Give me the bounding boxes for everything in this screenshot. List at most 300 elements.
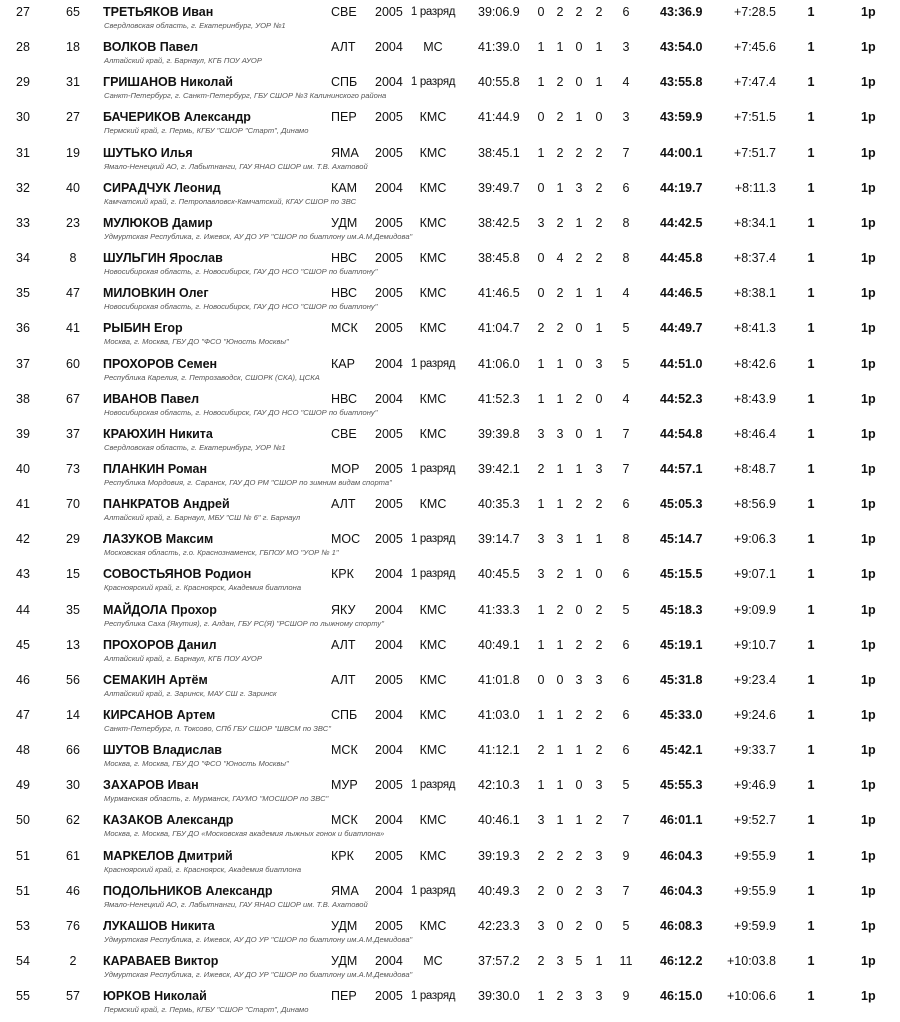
- athlete-name: ГРИШАНОВ Николай: [103, 75, 233, 90]
- shooting-4-cell: 1: [595, 532, 603, 547]
- region-cell: ЯМА: [331, 145, 359, 160]
- region-cell: КРК: [331, 567, 354, 582]
- bib-cell: 14: [66, 708, 80, 722]
- birth-year-cell: 2004: [375, 75, 403, 90]
- shooting-1-cell: 1: [537, 497, 545, 512]
- penalty-total-cell: 5: [622, 356, 630, 371]
- time-behind-cell: +7:45.6: [733, 40, 776, 55]
- birth-year-cell: 2004: [375, 40, 403, 55]
- coefficient-cell: 1: [807, 918, 815, 933]
- athlete-name: КИРСАНОВ Артем: [103, 708, 216, 722]
- shooting-4-cell: 2: [595, 708, 603, 722]
- shooting-3-cell: 0: [575, 75, 583, 90]
- category-cell: КМС: [419, 813, 447, 828]
- table-row: [0, 387, 900, 422]
- shooting-4-cell: 2: [595, 180, 603, 195]
- rank-cell: 1р: [861, 180, 876, 195]
- rank-cell: 1р: [861, 602, 876, 617]
- region-cell: СВЕ: [331, 5, 357, 19]
- penalty-total-cell: 6: [622, 672, 630, 687]
- athlete-name: КАРАВАЕВ Виктор: [103, 954, 219, 969]
- ski-time-cell: 39:30.0: [478, 989, 520, 1004]
- place-cell: 41: [16, 497, 30, 512]
- birth-year-cell: 2005: [375, 321, 403, 336]
- ski-time-cell: 39:06.9: [478, 5, 520, 19]
- shooting-2-cell: 2: [556, 145, 564, 160]
- birth-year-cell: 2005: [375, 215, 403, 230]
- table-row: [0, 141, 900, 176]
- category-cell: 1 разряд: [410, 990, 456, 1003]
- shooting-4-cell: 3: [595, 672, 603, 687]
- ski-time-cell: 41:44.9: [478, 110, 520, 125]
- shooting-3-cell: 0: [575, 602, 583, 617]
- time-behind-cell: +8:37.4: [733, 251, 776, 266]
- penalty-total-cell: 3: [622, 40, 630, 55]
- region-cell: АЛТ: [331, 672, 356, 687]
- rank-cell: 1р: [861, 145, 876, 160]
- shooting-1-cell: 0: [537, 251, 545, 266]
- coefficient-cell: 1: [807, 145, 815, 160]
- result-time-cell: 45:42.1: [660, 743, 703, 758]
- time-behind-cell: +7:47.4: [733, 75, 776, 90]
- athlete-name: ТРЕТЬЯКОВ Иван: [103, 5, 214, 19]
- category-cell: 1 разряд: [410, 76, 456, 89]
- shooting-1-cell: 3: [537, 567, 545, 582]
- shooting-1-cell: 1: [537, 75, 545, 90]
- athlete-affiliation: Москва, г. Москва, ГБУ ДО «Московская академия лыжных гонок и биатлона»: [104, 829, 385, 839]
- place-cell: 37: [16, 356, 30, 371]
- bib-cell: 65: [66, 5, 80, 19]
- rank-cell: 1р: [861, 286, 876, 301]
- result-time-cell: 44:52.3: [660, 391, 703, 406]
- region-cell: КАМ: [331, 180, 358, 195]
- shooting-2-cell: 1: [556, 778, 564, 793]
- place-cell: 42: [16, 532, 30, 547]
- coefficient-cell: 1: [807, 426, 815, 441]
- birth-year-cell: 2004: [375, 637, 403, 652]
- result-time-cell: 44:51.0: [660, 356, 703, 371]
- category-cell: КМС: [419, 215, 447, 230]
- coefficient-cell: 1: [807, 813, 815, 828]
- place-cell: 32: [16, 180, 30, 195]
- shooting-4-cell: 3: [595, 848, 603, 863]
- place-cell: 34: [16, 251, 30, 266]
- rank-cell: 1р: [861, 426, 876, 441]
- shooting-2-cell: 3: [556, 532, 564, 547]
- shooting-2-cell: 0: [556, 672, 564, 687]
- shooting-3-cell: 1: [575, 461, 583, 476]
- shooting-1-cell: 1: [537, 637, 545, 652]
- shooting-1-cell: 1: [537, 989, 545, 1004]
- athlete-affiliation: Москва, г. Москва, ГБУ ДО "ФСО "Юность Москвы": [104, 759, 289, 769]
- rank-cell: 1р: [861, 461, 876, 476]
- shooting-1-cell: 2: [537, 321, 545, 336]
- region-cell: НВС: [331, 251, 357, 266]
- time-behind-cell: +10:06.6: [726, 989, 776, 1004]
- shooting-4-cell: 2: [595, 813, 603, 828]
- coefficient-cell: 1: [807, 356, 815, 371]
- shooting-4-cell: 3: [595, 989, 603, 1004]
- region-cell: МОС: [331, 532, 361, 547]
- bib-cell: 61: [66, 848, 80, 863]
- bib-cell: 73: [66, 461, 80, 476]
- time-behind-cell: +8:38.1: [733, 286, 776, 301]
- rank-cell: 1р: [861, 883, 876, 898]
- athlete-affiliation: Ямало-Ненецкий АО, г. Лабытнанги, ГАУ ЯНАО СШОР им. Т.В. Ахатовой: [104, 899, 368, 909]
- shooting-3-cell: 1: [575, 743, 583, 758]
- region-cell: ПЕР: [331, 989, 357, 1004]
- result-time-cell: 44:45.8: [660, 251, 703, 266]
- region-cell: АЛТ: [331, 637, 356, 652]
- time-behind-cell: +8:48.7: [733, 461, 776, 476]
- athlete-name: ШУТЬКО Илья: [103, 145, 193, 160]
- rank-cell: 1р: [861, 5, 876, 19]
- athlete-affiliation: Алтайский край, г. Барнаул, МБУ "СШ № 6" г. Барнаул: [104, 513, 301, 523]
- result-time-cell: 45:33.0: [660, 708, 703, 722]
- place-cell: 55: [16, 989, 30, 1004]
- penalty-total-cell: 6: [622, 497, 630, 512]
- shooting-2-cell: 2: [556, 75, 564, 90]
- category-cell: 1 разряд: [410, 462, 456, 475]
- athlete-affiliation: Удмуртская Республика, г. Ижевск, АУ ДО УР "СШОР по биатлону им.А.М.Демидова": [104, 934, 413, 944]
- time-behind-cell: +8:46.4: [733, 426, 776, 441]
- shooting-2-cell: 0: [556, 918, 564, 933]
- bib-cell: 46: [66, 883, 80, 898]
- place-cell: 29: [16, 75, 30, 90]
- category-cell: КМС: [419, 497, 447, 512]
- rank-cell: 1р: [861, 778, 876, 793]
- athlete-affiliation: Санкт-Петербург, г. Санкт-Петербург, ГБУ СШОР №3 Калининского района: [104, 91, 387, 101]
- place-cell: 36: [16, 321, 30, 336]
- table-row: [0, 808, 900, 843]
- birth-year-cell: 2005: [375, 286, 403, 301]
- birth-year-cell: 2005: [375, 5, 403, 19]
- ski-time-cell: 41:12.1: [478, 743, 520, 758]
- time-behind-cell: +7:51.5: [733, 110, 776, 125]
- penalty-total-cell: 7: [622, 883, 630, 898]
- result-time-cell: 43:59.9: [660, 110, 703, 125]
- birth-year-cell: 2004: [375, 743, 403, 758]
- bib-cell: 15: [66, 567, 80, 582]
- penalty-total-cell: 6: [622, 180, 630, 195]
- coefficient-cell: 1: [807, 461, 815, 476]
- athlete-name: ШУТОВ Владислав: [103, 743, 222, 758]
- shooting-3-cell: 1: [575, 532, 583, 547]
- bib-cell: 18: [66, 40, 80, 55]
- region-cell: МСК: [331, 321, 358, 336]
- coefficient-cell: 1: [807, 75, 815, 90]
- region-cell: УДМ: [331, 954, 358, 969]
- athlete-affiliation: Свердловская область, г. Екатеринбург, УОР №1: [104, 21, 286, 30]
- ski-time-cell: 40:35.3: [478, 497, 520, 512]
- penalty-total-cell: 5: [622, 602, 630, 617]
- time-behind-cell: +8:56.9: [733, 497, 776, 512]
- birth-year-cell: 2004: [375, 356, 403, 371]
- birth-year-cell: 2005: [375, 461, 403, 476]
- penalty-total-cell: 6: [622, 743, 630, 758]
- penalty-total-cell: 8: [622, 251, 630, 266]
- shooting-4-cell: 1: [595, 954, 603, 969]
- ski-time-cell: 41:39.0: [478, 40, 520, 55]
- shooting-4-cell: 0: [595, 567, 603, 582]
- penalty-total-cell: 5: [622, 321, 630, 336]
- penalty-total-cell: 7: [622, 145, 630, 160]
- athlete-affiliation: Новосибирская область, г. Новосибирск, ГАУ ДО НСО "СШОР по биатлону": [104, 267, 378, 277]
- shooting-2-cell: 0: [556, 883, 564, 898]
- region-cell: НВС: [331, 286, 357, 301]
- rank-cell: 1р: [861, 708, 876, 722]
- shooting-1-cell: 3: [537, 918, 545, 933]
- category-cell: КМС: [419, 286, 447, 301]
- time-behind-cell: +8:41.3: [733, 321, 776, 336]
- athlete-name: МИЛОВКИН Олег: [103, 286, 209, 301]
- table-row: [0, 422, 900, 457]
- category-cell: КМС: [419, 110, 447, 125]
- shooting-1-cell: 1: [537, 391, 545, 406]
- time-behind-cell: +9:55.9: [733, 848, 776, 863]
- table-row: [0, 738, 900, 773]
- time-behind-cell: +8:42.6: [733, 356, 776, 371]
- ski-time-cell: 39:39.8: [478, 426, 520, 441]
- table-row: [0, 457, 900, 492]
- table-row: [0, 246, 900, 281]
- region-cell: СВЕ: [331, 426, 357, 441]
- ski-time-cell: 38:42.5: [478, 215, 520, 230]
- coefficient-cell: 1: [807, 743, 815, 758]
- athlete-name: РЫБИН Егор: [103, 321, 183, 336]
- category-cell: КМС: [419, 672, 447, 687]
- shooting-1-cell: 0: [537, 110, 545, 125]
- bib-cell: 27: [66, 110, 80, 125]
- penalty-total-cell: 6: [622, 567, 630, 582]
- region-cell: МОР: [331, 461, 360, 476]
- coefficient-cell: 1: [807, 602, 815, 617]
- shooting-2-cell: 1: [556, 40, 564, 55]
- ski-time-cell: 42:10.3: [478, 778, 520, 793]
- ski-time-cell: 38:45.8: [478, 251, 520, 266]
- table-row: [0, 949, 900, 984]
- ski-time-cell: 39:42.1: [478, 461, 520, 476]
- bib-cell: 41: [66, 321, 80, 336]
- athlete-name: БАЧЕРИКОВ Александр: [103, 110, 251, 125]
- shooting-1-cell: 0: [537, 180, 545, 195]
- shooting-2-cell: 3: [556, 954, 564, 969]
- athlete-affiliation: Удмуртская Республика, г. Ижевск, АУ ДО УР "СШОР по биатлону им.А.М.Демидова": [104, 970, 413, 980]
- birth-year-cell: 2004: [375, 883, 403, 898]
- penalty-total-cell: 7: [622, 426, 630, 441]
- region-cell: СПБ: [331, 708, 358, 722]
- athlete-affiliation: Московская область, г.о. Краснознаменск, ГБПОУ МО "УОР № 1": [104, 548, 339, 558]
- time-behind-cell: +9:06.3: [733, 532, 776, 547]
- athlete-name: СЕМАКИН Артём: [103, 672, 208, 687]
- shooting-2-cell: 2: [556, 286, 564, 301]
- athlete-name: ПРОХОРОВ Данил: [103, 637, 217, 652]
- shooting-3-cell: 2: [575, 918, 583, 933]
- athlete-affiliation: Новосибирская область, г. Новосибирск, ГАУ ДО НСО "СШОР по биатлону": [104, 407, 378, 417]
- region-cell: МСК: [331, 743, 358, 758]
- shooting-2-cell: 4: [556, 251, 564, 266]
- shooting-3-cell: 5: [575, 954, 583, 969]
- athlete-name: МАРКЕЛОВ Дмитрий: [103, 848, 233, 863]
- coefficient-cell: 1: [807, 251, 815, 266]
- shooting-4-cell: 1: [595, 286, 603, 301]
- shooting-3-cell: 0: [575, 778, 583, 793]
- birth-year-cell: 2005: [375, 110, 403, 125]
- shooting-2-cell: 1: [556, 813, 564, 828]
- shooting-1-cell: 1: [537, 708, 545, 722]
- category-cell: КМС: [419, 426, 447, 441]
- result-time-cell: 44:42.5: [660, 215, 703, 230]
- bib-cell: 67: [66, 391, 80, 406]
- shooting-3-cell: 0: [575, 426, 583, 441]
- athlete-name: ШУЛЬГИН Ярослав: [103, 251, 223, 266]
- coefficient-cell: 1: [807, 5, 815, 19]
- category-cell: 1 разряд: [410, 533, 456, 546]
- birth-year-cell: 2005: [375, 532, 403, 547]
- category-cell: КМС: [419, 391, 447, 406]
- coefficient-cell: 1: [807, 883, 815, 898]
- shooting-4-cell: 2: [595, 602, 603, 617]
- category-cell: 1 разряд: [410, 884, 456, 897]
- place-cell: 44: [16, 602, 30, 617]
- place-cell: 39: [16, 426, 30, 441]
- table-row: [0, 316, 900, 351]
- ski-time-cell: 41:46.5: [478, 286, 520, 301]
- athlete-name: ЮРКОВ Николай: [103, 989, 207, 1004]
- rank-cell: 1р: [861, 954, 876, 969]
- shooting-2-cell: 2: [556, 110, 564, 125]
- region-cell: СПБ: [331, 75, 358, 90]
- result-time-cell: 45:15.5: [660, 567, 703, 582]
- category-cell: КМС: [419, 708, 447, 722]
- region-cell: ЯКУ: [331, 602, 356, 617]
- athlete-affiliation: Пермский край, г. Пермь, КГБУ "СШОР "Старт", Динамо: [104, 126, 309, 136]
- penalty-total-cell: 3: [622, 110, 630, 125]
- table-row: [0, 633, 900, 668]
- athlete-name: СОВОСТЬЯНОВ Родион: [103, 567, 252, 582]
- athlete-name: МУЛЮКОВ Дамир: [103, 215, 213, 230]
- table-row: [0, 70, 900, 105]
- time-behind-cell: +9:52.7: [733, 813, 776, 828]
- table-row: [0, 527, 900, 562]
- birth-year-cell: 2004: [375, 954, 403, 969]
- bib-cell: 31: [66, 75, 80, 90]
- birth-year-cell: 2005: [375, 778, 403, 793]
- time-behind-cell: +8:11.3: [734, 180, 776, 195]
- ski-time-cell: 39:19.3: [478, 848, 520, 863]
- place-cell: 54: [16, 954, 30, 969]
- birth-year-cell: 2005: [375, 251, 403, 266]
- ski-time-cell: 41:03.0: [478, 708, 520, 722]
- birth-year-cell: 2005: [375, 989, 403, 1004]
- time-behind-cell: +9:23.4: [733, 672, 776, 687]
- shooting-1-cell: 3: [537, 215, 545, 230]
- place-cell: 31: [16, 145, 30, 160]
- shooting-3-cell: 3: [575, 180, 583, 195]
- region-cell: МУР: [331, 778, 358, 793]
- ski-time-cell: 41:06.0: [478, 356, 520, 371]
- coefficient-cell: 1: [807, 391, 815, 406]
- region-cell: МСК: [331, 813, 358, 828]
- birth-year-cell: 2005: [375, 497, 403, 512]
- result-time-cell: 46:04.3: [660, 848, 703, 863]
- table-row: [0, 914, 900, 949]
- penalty-total-cell: 11: [619, 954, 633, 969]
- table-row: [0, 844, 900, 879]
- shooting-2-cell: 2: [556, 215, 564, 230]
- place-cell: 46: [16, 672, 30, 687]
- category-cell: 1 разряд: [410, 357, 456, 370]
- rank-cell: 1р: [861, 215, 876, 230]
- shooting-4-cell: 0: [595, 918, 603, 933]
- shooting-3-cell: 2: [575, 497, 583, 512]
- place-cell: 27: [16, 5, 30, 19]
- shooting-4-cell: 2: [595, 251, 603, 266]
- penalty-total-cell: 9: [622, 848, 630, 863]
- penalty-total-cell: 7: [622, 461, 630, 476]
- rank-cell: 1р: [861, 813, 876, 828]
- rank-cell: 1р: [861, 75, 876, 90]
- table-row: [0, 879, 900, 914]
- shooting-1-cell: 0: [537, 286, 545, 301]
- shooting-2-cell: 1: [556, 180, 564, 195]
- result-time-cell: 45:05.3: [660, 497, 703, 512]
- region-cell: УДМ: [331, 918, 358, 933]
- shooting-1-cell: 2: [537, 848, 545, 863]
- region-cell: АЛТ: [331, 497, 356, 512]
- place-cell: 43: [16, 567, 30, 582]
- birth-year-cell: 2004: [375, 813, 403, 828]
- place-cell: 48: [16, 743, 30, 758]
- coefficient-cell: 1: [807, 497, 815, 512]
- table-row: [0, 105, 900, 140]
- athlete-affiliation: Ямало-Ненецкий АО, г. Лабытнанги, ГАУ ЯНАО СШОР им. Т.В. Ахатовой: [104, 161, 368, 171]
- shooting-1-cell: 1: [537, 145, 545, 160]
- category-cell: 1 разряд: [410, 568, 456, 581]
- shooting-1-cell: 1: [537, 356, 545, 371]
- place-cell: 30: [16, 110, 30, 125]
- coefficient-cell: 1: [807, 778, 815, 793]
- shooting-3-cell: 1: [575, 286, 583, 301]
- athlete-affiliation: Камчатский край, г. Петропавловск-Камчатский, КГАУ СШОР по ЗВС: [104, 196, 357, 206]
- shooting-1-cell: 2: [537, 883, 545, 898]
- time-behind-cell: +9:10.7: [733, 637, 776, 652]
- athlete-name: ИВАНОВ Павел: [103, 391, 200, 406]
- birth-year-cell: 2004: [375, 391, 403, 406]
- place-cell: 51: [16, 848, 30, 863]
- shooting-2-cell: 2: [556, 321, 564, 336]
- athlete-name: ЛУКАШОВ Никита: [103, 918, 215, 933]
- penalty-total-cell: 8: [622, 532, 630, 547]
- table-row: [0, 211, 900, 246]
- rank-cell: 1р: [861, 532, 876, 547]
- bib-cell: 29: [66, 532, 80, 547]
- table-row: [0, 984, 900, 1019]
- time-behind-cell: +9:24.6: [733, 708, 776, 722]
- shooting-3-cell: 0: [575, 40, 583, 55]
- bib-cell: 30: [66, 778, 80, 793]
- ski-time-cell: 39:49.7: [478, 180, 520, 195]
- shooting-1-cell: 3: [537, 813, 545, 828]
- bib-cell: 8: [69, 251, 77, 266]
- time-behind-cell: +9:07.1: [733, 567, 776, 582]
- athlete-affiliation: Алтайский край, г. Барнаул, КГБ ПОУ АУОР: [104, 56, 262, 66]
- birth-year-cell: 2004: [375, 602, 403, 617]
- athlete-name: КАЗАКОВ Александр: [103, 813, 234, 828]
- region-cell: УДМ: [331, 215, 358, 230]
- bib-cell: 19: [66, 145, 80, 160]
- shooting-4-cell: 2: [595, 497, 603, 512]
